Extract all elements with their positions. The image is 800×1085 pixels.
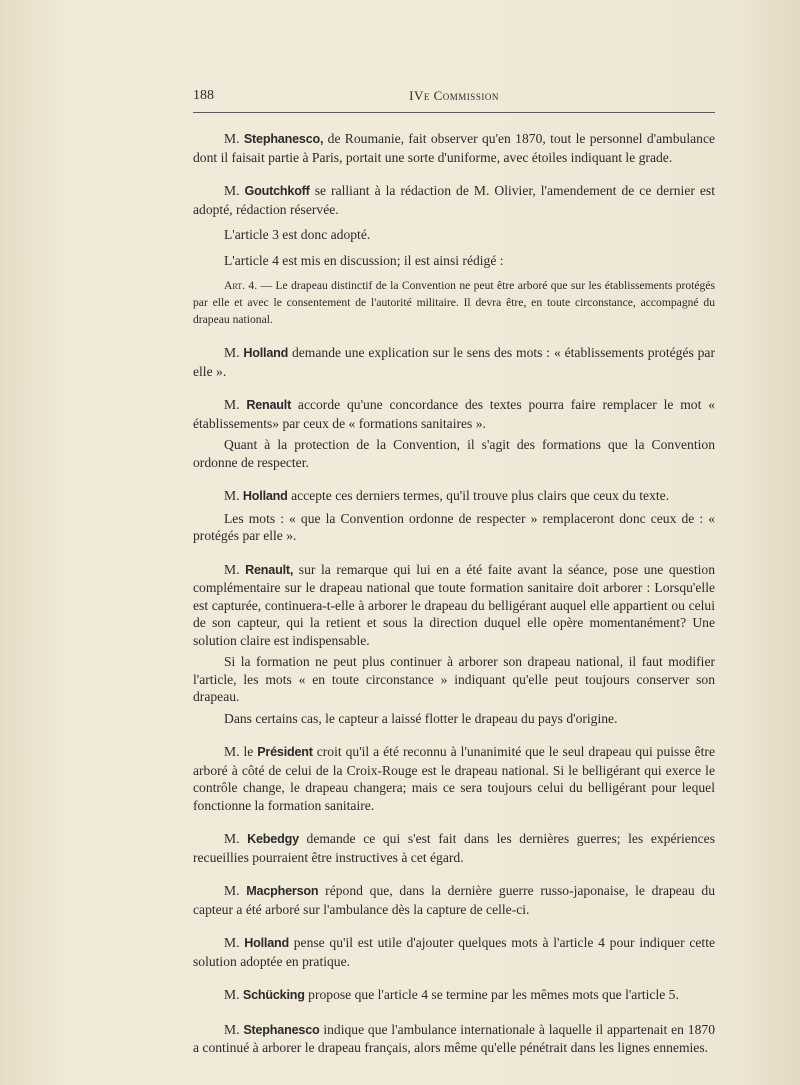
paragraph: M. Stephanesco indique que l'ambulance internationale à laquelle il appartenait en 1870 a continué à arborer le drapeau français, alors même qu'elle pénétrait dans les lignes ennemies. xyxy=(193,1021,715,1055)
speaker-name: Goutchkoff xyxy=(244,184,310,198)
paragraph: M. Schücking propose que l'article 4 se termine par les mêmes mots que l'article 5. xyxy=(224,987,679,1002)
paragraph: Les mots : « que la Convention ordonne de respecter » remplaceront donc ceux de : « protégés par elle ». xyxy=(193,510,715,543)
paragraph: M. Holland demande une explication sur le sens des mots : « établissements protégés par elle ». xyxy=(193,345,715,379)
speaker-name: Holland xyxy=(243,346,289,360)
page-number: 188 xyxy=(193,88,214,103)
paragraph: Quant à la protection de la Convention, il s'agit des formations que la Convention ordonne de respecter. xyxy=(193,437,715,470)
paragraph: M. Renault accorde qu'une concordance des textes pourra faire remplacer le mot « établissements» par ceux de « formations sanitaires ». xyxy=(193,397,716,431)
paragraph: M. Kebedgy demande ce qui s'est fait dans les dernières guerres; les expériences recueillies pourraient être instructives à cet égard. xyxy=(193,831,715,865)
running-title: IVe Commission xyxy=(409,88,499,103)
paragraph: Si la formation ne peut plus continuer à arborer son drapeau national, il faut modifier l'article, les mots « en toute circonstance » indiquant qu'elle peut toujours conserver son drapeau. xyxy=(193,654,715,704)
paragraph: M. Goutchkoff se ralliant à la rédaction de M. Olivier, l'amendement de ce dernier est adopté, rédaction réservée. xyxy=(193,183,715,217)
page-body xyxy=(193,130,715,1057)
speaker-name: Schücking xyxy=(242,988,305,1002)
paragraph: M. Holland accepte ces derniers termes, qu'il trouve plus clairs que ceux du texte. xyxy=(224,488,670,503)
speaker-name: Stephanesco, xyxy=(243,132,324,146)
paragraph: M. Holland pense qu'il est utile d'ajouter quelques mots à l'article 4 pour indiquer cette solution adoptée en pratique. xyxy=(193,935,716,969)
speaker-name: Stephanesco xyxy=(243,1022,320,1037)
article-text: Art. 4. — Le drapeau distinctif de la Convention ne peut être arboré que sur les établissements protégés par elle et avec le consentement de l'autorité militaire. Il devra être, en toute circonstance, accompagné du drapeau national. xyxy=(193,279,715,326)
paragraph: L'article 4 est mis en discussion; il est ainsi rédigé : xyxy=(224,252,504,268)
speaker-name: Président xyxy=(257,745,313,759)
paragraph: L'article 3 est donc adopté. xyxy=(224,227,371,242)
paragraph: M. Stephanesco, de Roumanie, fait observer qu'en 1870, tout le personnel d'ambulance dont il faisait partie à Paris, portait une sorte d'uniforme, avec étoiles indiquant le grade. xyxy=(193,131,716,165)
header-rule xyxy=(193,112,715,113)
paragraph: M. le Président croit qu'il a été reconnu à l'unanimité que le seul drapeau qui puisse être arboré à côté de celui de la Croix-Rouge est le drapeau national. Si le belligérant qui exerce le contrôle change, le drapeau changera; mais ce sera toujours celui du belligérant pour lequel fonctionne la formation sanitaire. xyxy=(193,744,715,813)
paragraph: Dans certains cas, le capteur a laissé flotter le drapeau du pays d'origine. xyxy=(224,710,618,726)
speaker-name: Macpherson xyxy=(246,884,319,898)
speaker-name: Renault xyxy=(246,398,292,412)
article-label: Art. 4. xyxy=(224,279,258,292)
speaker-name: Kebedgy xyxy=(247,832,299,846)
speaker-name: Holland xyxy=(244,936,290,950)
speaker-name: Renault, xyxy=(245,562,294,577)
speaker-name: Holland xyxy=(242,489,288,503)
paragraph: M. Renault, sur la remarque qui lui en a été faite avant la séance, pose une question complémentaire sur le drapeau national que toute formation sanitaire doit arborer : Lorsqu'elle est capturée, continuera-t-elle à arborer le drapeau du belligérant auquel elle appartient ou celui de son capteur, qui la retient et sous la direction duquel elle opère momentanément? Une solution claire est indispensable. xyxy=(193,561,715,648)
page-header xyxy=(193,88,715,110)
paragraph: M. Macpherson répond que, dans la dernière guerre russo-japonaise, le drapeau du capteur a été arboré sur l'ambulance dès la capture de celle-ci. xyxy=(193,883,715,917)
